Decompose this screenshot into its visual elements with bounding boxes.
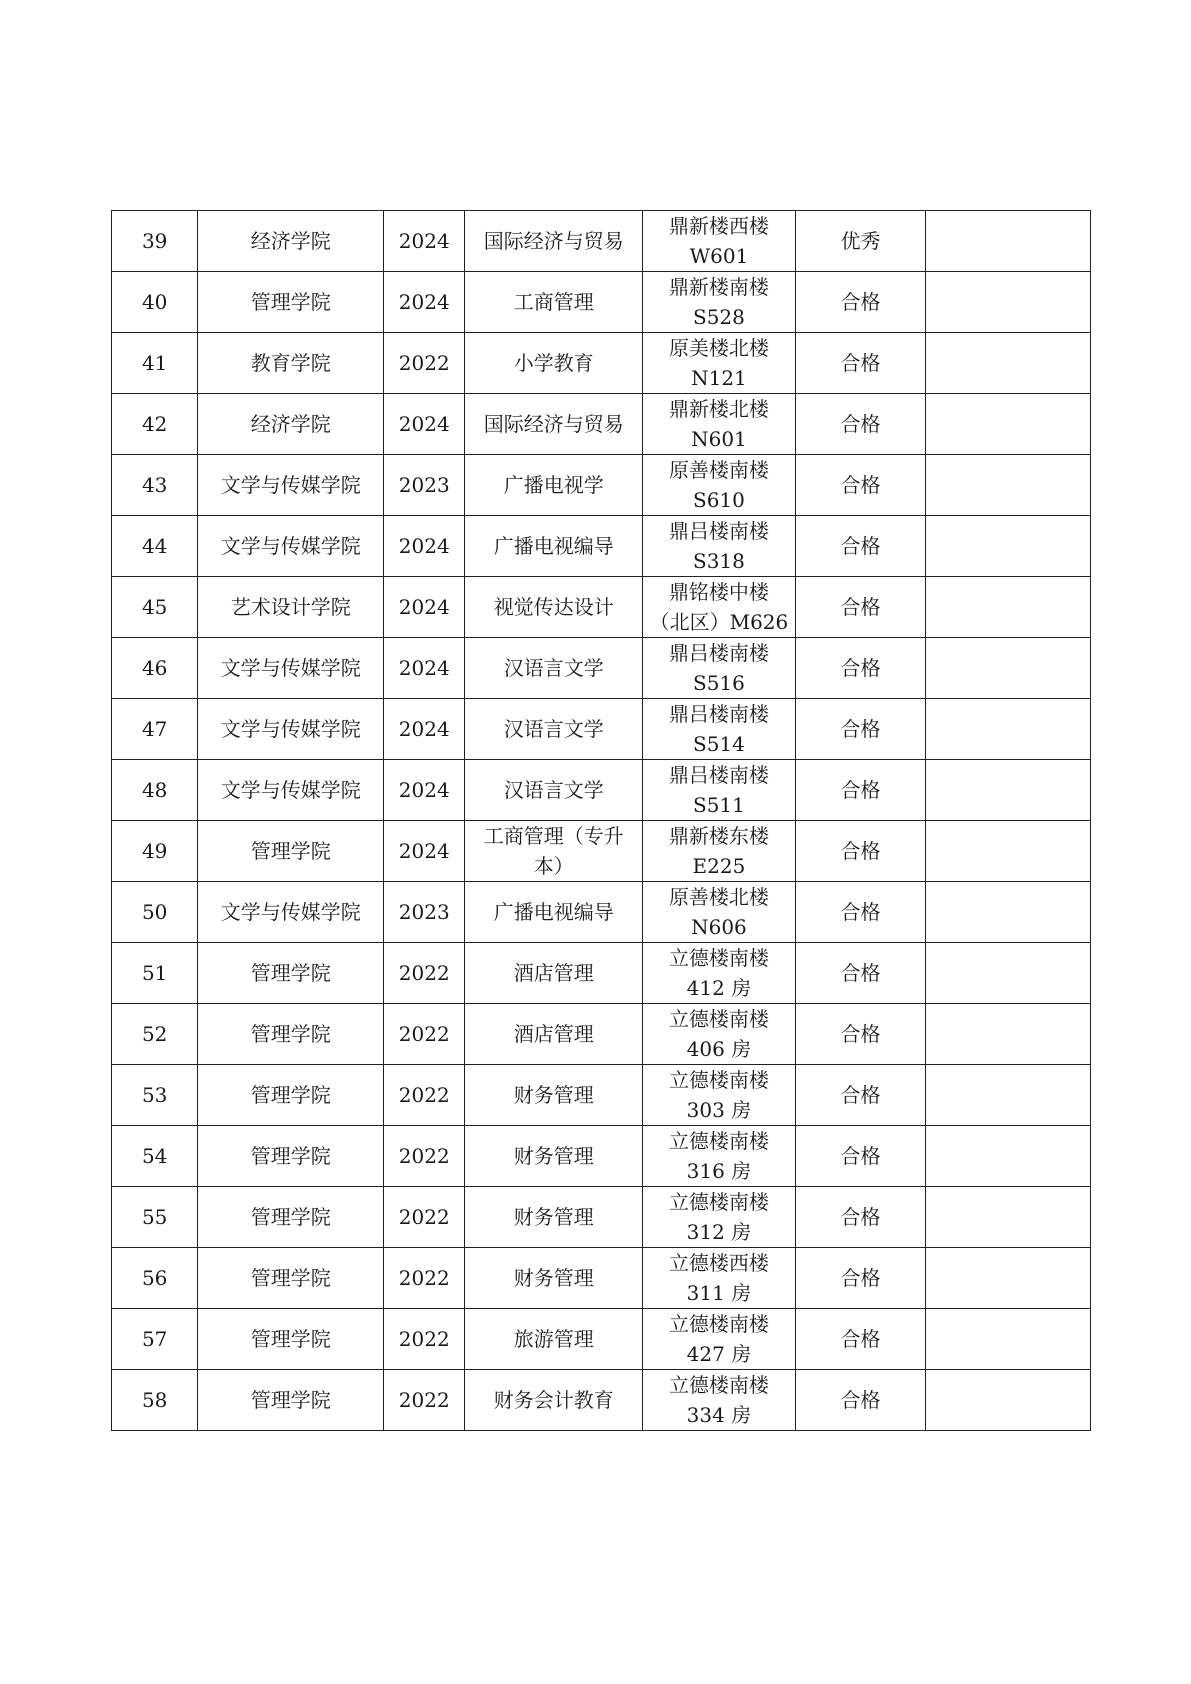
room-cell	[643, 638, 796, 699]
room-cell	[643, 455, 796, 516]
major-cell: 汉语言文学	[465, 760, 643, 821]
year-cell: 2024	[384, 760, 465, 821]
result-cell: 优秀	[795, 211, 926, 272]
result-cell: 合格	[795, 1248, 926, 1309]
room-cell	[643, 699, 796, 760]
room-number: N601	[691, 427, 747, 451]
year-cell: 2024	[384, 211, 465, 272]
room-cell	[643, 1004, 796, 1065]
table-row	[112, 577, 1091, 638]
table-row	[112, 1309, 1091, 1370]
room-number: W601	[689, 244, 749, 268]
college-cell: 文学与传媒学院	[198, 638, 384, 699]
room-number: （北区）M626	[649, 610, 789, 634]
year-cell: 2022	[384, 1248, 465, 1309]
row-number: 39	[112, 211, 198, 272]
note-cell	[926, 1065, 1091, 1126]
room-cell	[643, 1126, 796, 1187]
major-cell: 旅游管理	[465, 1309, 643, 1370]
table-row	[112, 455, 1091, 516]
major-cell: 财务管理	[465, 1248, 643, 1309]
row-number: 42	[112, 394, 198, 455]
row-number: 55	[112, 1187, 198, 1248]
row-number: 46	[112, 638, 198, 699]
room-number: S511	[693, 793, 745, 817]
year-cell: 2024	[384, 394, 465, 455]
college-cell: 管理学院	[198, 1126, 384, 1187]
room-cell	[643, 211, 796, 272]
room-number: S516	[693, 671, 745, 695]
row-number: 43	[112, 455, 198, 516]
table-row	[112, 1004, 1091, 1065]
row-number: 58	[112, 1370, 198, 1431]
note-cell	[926, 455, 1091, 516]
result-cell: 合格	[795, 1309, 926, 1370]
college-cell: 管理学院	[198, 1187, 384, 1248]
year-cell: 2024	[384, 577, 465, 638]
room-cell	[643, 882, 796, 943]
result-cell: 合格	[795, 1065, 926, 1126]
room-cell	[643, 1309, 796, 1370]
room-cell	[643, 333, 796, 394]
college-cell: 经济学院	[198, 211, 384, 272]
result-cell: 合格	[795, 760, 926, 821]
major-cell: 视觉传达设计	[465, 577, 643, 638]
room-number: 316 房	[686, 1159, 752, 1183]
table-row	[112, 1187, 1091, 1248]
room-number: 334 房	[686, 1403, 752, 1427]
note-cell	[926, 821, 1091, 882]
result-cell: 合格	[795, 516, 926, 577]
room-cell	[643, 1187, 796, 1248]
year-cell: 2024	[384, 638, 465, 699]
row-number: 52	[112, 1004, 198, 1065]
room-number: S610	[693, 488, 745, 512]
row-number: 48	[112, 760, 198, 821]
room-building: 立德楼西楼	[668, 1251, 769, 1275]
table-row	[112, 1065, 1091, 1126]
room-building: 原美楼北楼	[668, 336, 769, 360]
year-cell: 2024	[384, 516, 465, 577]
major-cell: 财务管理	[465, 1187, 643, 1248]
college-cell: 管理学院	[198, 1370, 384, 1431]
room-number: N121	[691, 366, 747, 390]
room-cell	[643, 1248, 796, 1309]
room-building: 立德楼南楼	[668, 1190, 769, 1214]
room-number: 303 房	[686, 1098, 752, 1122]
room-cell	[643, 577, 796, 638]
major-cell: 工商管理	[465, 272, 643, 333]
room-cell	[643, 1370, 796, 1431]
room-number: S514	[693, 732, 745, 756]
college-cell: 文学与传媒学院	[198, 455, 384, 516]
result-cell: 合格	[795, 577, 926, 638]
room-building: 鼎吕楼南楼	[668, 763, 769, 787]
major-cell: 汉语言文学	[465, 699, 643, 760]
table-row	[112, 1370, 1091, 1431]
dormitory-evaluation-table	[111, 210, 1091, 1431]
table-row	[112, 882, 1091, 943]
year-cell: 2022	[384, 1126, 465, 1187]
room-building: 鼎铭楼中楼	[668, 580, 769, 604]
major-cell: 酒店管理	[465, 1004, 643, 1065]
room-number: E225	[692, 854, 746, 878]
result-cell: 合格	[795, 882, 926, 943]
major-cell: 广播电视编导	[465, 882, 643, 943]
year-cell: 2022	[384, 1004, 465, 1065]
result-cell: 合格	[795, 943, 926, 1004]
room-number: 412 房	[686, 976, 752, 1000]
table-row	[112, 272, 1091, 333]
note-cell	[926, 516, 1091, 577]
table-row	[112, 1248, 1091, 1309]
note-cell	[926, 943, 1091, 1004]
room-building: 立德楼南楼	[668, 1373, 769, 1397]
college-cell: 文学与传媒学院	[198, 516, 384, 577]
note-cell	[926, 1248, 1091, 1309]
row-number: 51	[112, 943, 198, 1004]
result-cell: 合格	[795, 699, 926, 760]
row-number: 50	[112, 882, 198, 943]
table-row	[112, 699, 1091, 760]
room-number: 406 房	[686, 1037, 752, 1061]
table-row	[112, 394, 1091, 455]
room-cell	[643, 1065, 796, 1126]
major-cell: 小学教育	[465, 333, 643, 394]
row-number: 49	[112, 821, 198, 882]
college-cell: 管理学院	[198, 821, 384, 882]
room-number: 311 房	[686, 1281, 752, 1305]
college-cell: 教育学院	[198, 333, 384, 394]
result-cell: 合格	[795, 1004, 926, 1065]
room-number: 427 房	[686, 1342, 752, 1366]
room-number: S318	[693, 549, 745, 573]
result-cell: 合格	[795, 394, 926, 455]
room-building: 鼎新楼西楼	[668, 214, 769, 238]
row-number: 41	[112, 333, 198, 394]
college-cell: 管理学院	[198, 1065, 384, 1126]
row-number: 45	[112, 577, 198, 638]
result-cell: 合格	[795, 272, 926, 333]
major-cell: 国际经济与贸易	[465, 394, 643, 455]
row-number: 54	[112, 1126, 198, 1187]
major-cell: 广播电视学	[465, 455, 643, 516]
note-cell	[926, 1004, 1091, 1065]
year-cell: 2022	[384, 1370, 465, 1431]
note-cell	[926, 333, 1091, 394]
table-row	[112, 943, 1091, 1004]
college-cell: 文学与传媒学院	[198, 882, 384, 943]
year-cell: 2022	[384, 1309, 465, 1370]
college-cell: 管理学院	[198, 1004, 384, 1065]
room-cell	[643, 943, 796, 1004]
table-row	[112, 211, 1091, 272]
table-row	[112, 821, 1091, 882]
major-cell: 酒店管理	[465, 943, 643, 1004]
note-cell	[926, 272, 1091, 333]
room-building: 立德楼南楼	[668, 1129, 769, 1153]
note-cell	[926, 1370, 1091, 1431]
table-row	[112, 333, 1091, 394]
result-cell: 合格	[795, 455, 926, 516]
room-building: 原善楼南楼	[668, 458, 769, 482]
major-cell: 财务管理	[465, 1065, 643, 1126]
room-building: 鼎新楼东楼	[668, 824, 769, 848]
year-cell: 2024	[384, 699, 465, 760]
college-cell: 文学与传媒学院	[198, 760, 384, 821]
college-cell: 管理学院	[198, 272, 384, 333]
room-building: 鼎吕楼南楼	[668, 519, 769, 543]
college-cell: 管理学院	[198, 1309, 384, 1370]
table-body	[112, 211, 1091, 1431]
room-building: 立德楼南楼	[668, 1312, 769, 1336]
room-building: 鼎吕楼南楼	[668, 641, 769, 665]
college-cell: 文学与传媒学院	[198, 699, 384, 760]
result-cell: 合格	[795, 1370, 926, 1431]
room-number: S528	[693, 305, 745, 329]
major-cell: 工商管理（专升本）	[465, 821, 643, 882]
room-building: 鼎新楼南楼	[668, 275, 769, 299]
room-building: 立德楼南楼	[668, 1068, 769, 1092]
year-cell: 2022	[384, 1065, 465, 1126]
room-cell	[643, 272, 796, 333]
room-building: 立德楼南楼	[668, 946, 769, 970]
college-cell: 管理学院	[198, 943, 384, 1004]
row-number: 44	[112, 516, 198, 577]
row-number: 47	[112, 699, 198, 760]
year-cell: 2024	[384, 821, 465, 882]
year-cell: 2024	[384, 272, 465, 333]
major-cell: 国际经济与贸易	[465, 211, 643, 272]
note-cell	[926, 882, 1091, 943]
note-cell	[926, 394, 1091, 455]
note-cell	[926, 760, 1091, 821]
note-cell	[926, 577, 1091, 638]
room-building: 鼎新楼北楼	[668, 397, 769, 421]
table-row	[112, 516, 1091, 577]
result-cell: 合格	[795, 821, 926, 882]
note-cell	[926, 1187, 1091, 1248]
college-cell: 经济学院	[198, 394, 384, 455]
room-number: 312 房	[686, 1220, 752, 1244]
table-row	[112, 760, 1091, 821]
result-cell: 合格	[795, 638, 926, 699]
note-cell	[926, 211, 1091, 272]
note-cell	[926, 1309, 1091, 1370]
major-cell: 广播电视编导	[465, 516, 643, 577]
room-number: N606	[691, 915, 747, 939]
note-cell	[926, 638, 1091, 699]
row-number: 53	[112, 1065, 198, 1126]
college-cell: 管理学院	[198, 1248, 384, 1309]
result-cell: 合格	[795, 333, 926, 394]
row-number: 56	[112, 1248, 198, 1309]
major-cell: 财务会计教育	[465, 1370, 643, 1431]
table-row	[112, 638, 1091, 699]
major-cell: 汉语言文学	[465, 638, 643, 699]
year-cell: 2023	[384, 882, 465, 943]
year-cell: 2022	[384, 1187, 465, 1248]
note-cell	[926, 699, 1091, 760]
college-cell: 艺术设计学院	[198, 577, 384, 638]
row-number: 57	[112, 1309, 198, 1370]
room-cell	[643, 516, 796, 577]
room-building: 鼎吕楼南楼	[668, 702, 769, 726]
row-number: 40	[112, 272, 198, 333]
result-cell: 合格	[795, 1187, 926, 1248]
room-cell	[643, 821, 796, 882]
year-cell: 2023	[384, 455, 465, 516]
room-building: 原善楼北楼	[668, 885, 769, 909]
year-cell: 2022	[384, 943, 465, 1004]
room-building: 立德楼南楼	[668, 1007, 769, 1031]
note-cell	[926, 1126, 1091, 1187]
table-row	[112, 1126, 1091, 1187]
result-cell: 合格	[795, 1126, 926, 1187]
room-cell	[643, 760, 796, 821]
year-cell: 2022	[384, 333, 465, 394]
room-cell	[643, 394, 796, 455]
major-cell: 财务管理	[465, 1126, 643, 1187]
